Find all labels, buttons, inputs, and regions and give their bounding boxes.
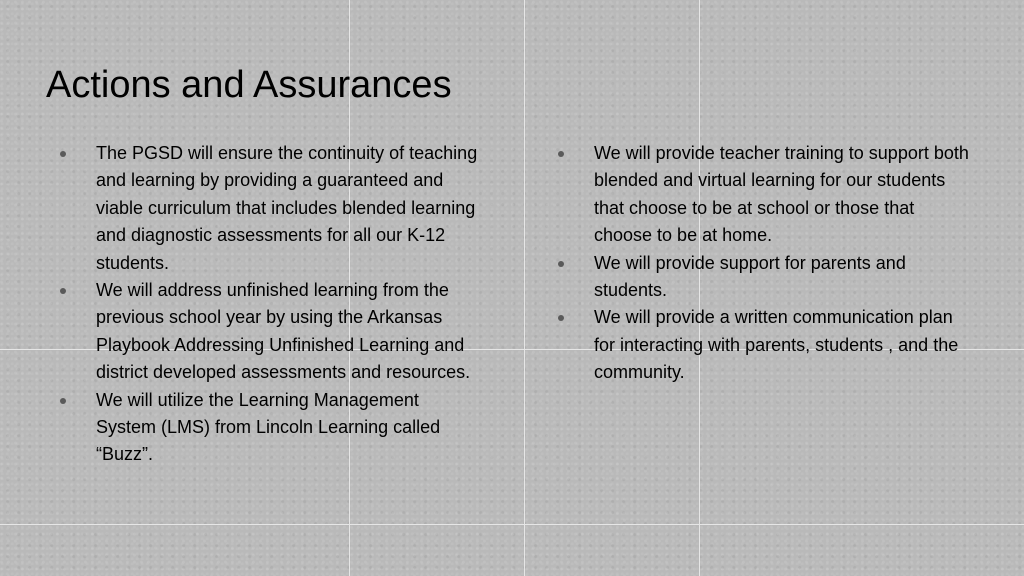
slide-title: Actions and Assurances: [46, 64, 452, 106]
bullet-item: [556, 250, 976, 305]
grid-line: [0, 524, 1024, 525]
bullet-text: The PGSD will ensure the continuity of teaching and learning by providing a guaranteed and viable curriculum that includes blended learning and diagnostic assessments for all our K-12 students.: [96, 143, 478, 273]
bullet-item: [556, 140, 976, 250]
bullet-text: We will provide teacher training to support both blended and virtual learning for our students that choose to be at school or those that choose to be at home.: [594, 143, 969, 246]
bullet-icon: [60, 288, 66, 294]
bullet-icon: [558, 315, 564, 321]
bullet-icon: [558, 261, 564, 267]
bullet-text: We will utilize the Learning Management System (LMS) from Lincoln Learning called “Buzz”.: [96, 389, 441, 465]
bullet-icon: [60, 151, 66, 157]
bullet-icon: [60, 398, 66, 404]
bullet-item: [556, 304, 976, 386]
bullet-text: We will provide support for parents and students.: [594, 252, 906, 301]
bullet-text: We will address unfinished learning from the previous school year by using the Arkansas Playbook Addressing Unfinished Learning and district developed assessments and resources.: [96, 280, 471, 383]
right-bullet-list: [556, 140, 976, 387]
left-bullet-list: [58, 140, 478, 469]
bullet-item: [58, 277, 478, 387]
grid-line: [524, 0, 525, 576]
bullet-text: We will provide a written communication plan for interacting with parents, students , and the community.: [594, 307, 959, 383]
bullet-item: [58, 140, 478, 277]
bullet-icon: [558, 151, 564, 157]
bullet-item: [58, 387, 478, 469]
